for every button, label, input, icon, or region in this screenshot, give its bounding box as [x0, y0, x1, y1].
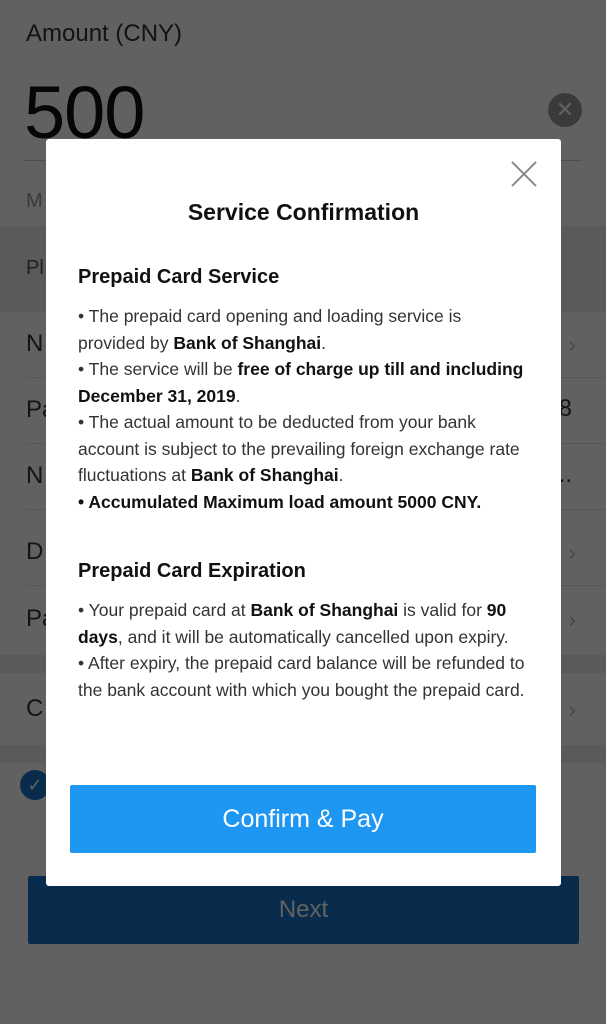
expiration-term: • Your prepaid card at Bank of Shanghai is valid for 90 days, and it will be automatically cancelled upon expiry. — [78, 600, 509, 647]
service-confirmation-dialog — [46, 139, 561, 886]
service-term: • Accumulated Maximum load amount 5000 CNY. — [78, 491, 482, 512]
service-terms — [78, 303, 530, 515]
service-term: • The prepaid card opening and loading service is provided by Bank of Shanghai. — [78, 306, 462, 353]
service-term: • The actual amount to be deducted from your bank account is subject to the prevailing foreign exchange rate fluctuations at Bank of Shanghai. — [78, 412, 520, 485]
section-title-expiration: Prepaid Card Expiration — [78, 560, 306, 582]
expiration-term: • After expiry, the prepaid card balance will be refunded to the bank account with which you bought the prepaid card. — [78, 653, 525, 700]
expiration-terms — [78, 597, 530, 703]
confirm-pay-button[interactable]: Confirm & Pay — [70, 785, 536, 853]
section-title-service: Prepaid Card Service — [78, 266, 280, 288]
close-icon[interactable] — [509, 159, 539, 189]
dialog-title: Service Confirmation — [187, 199, 420, 225]
service-term: • The service will be free of charge up till and including December 31, 2019. — [78, 359, 524, 406]
